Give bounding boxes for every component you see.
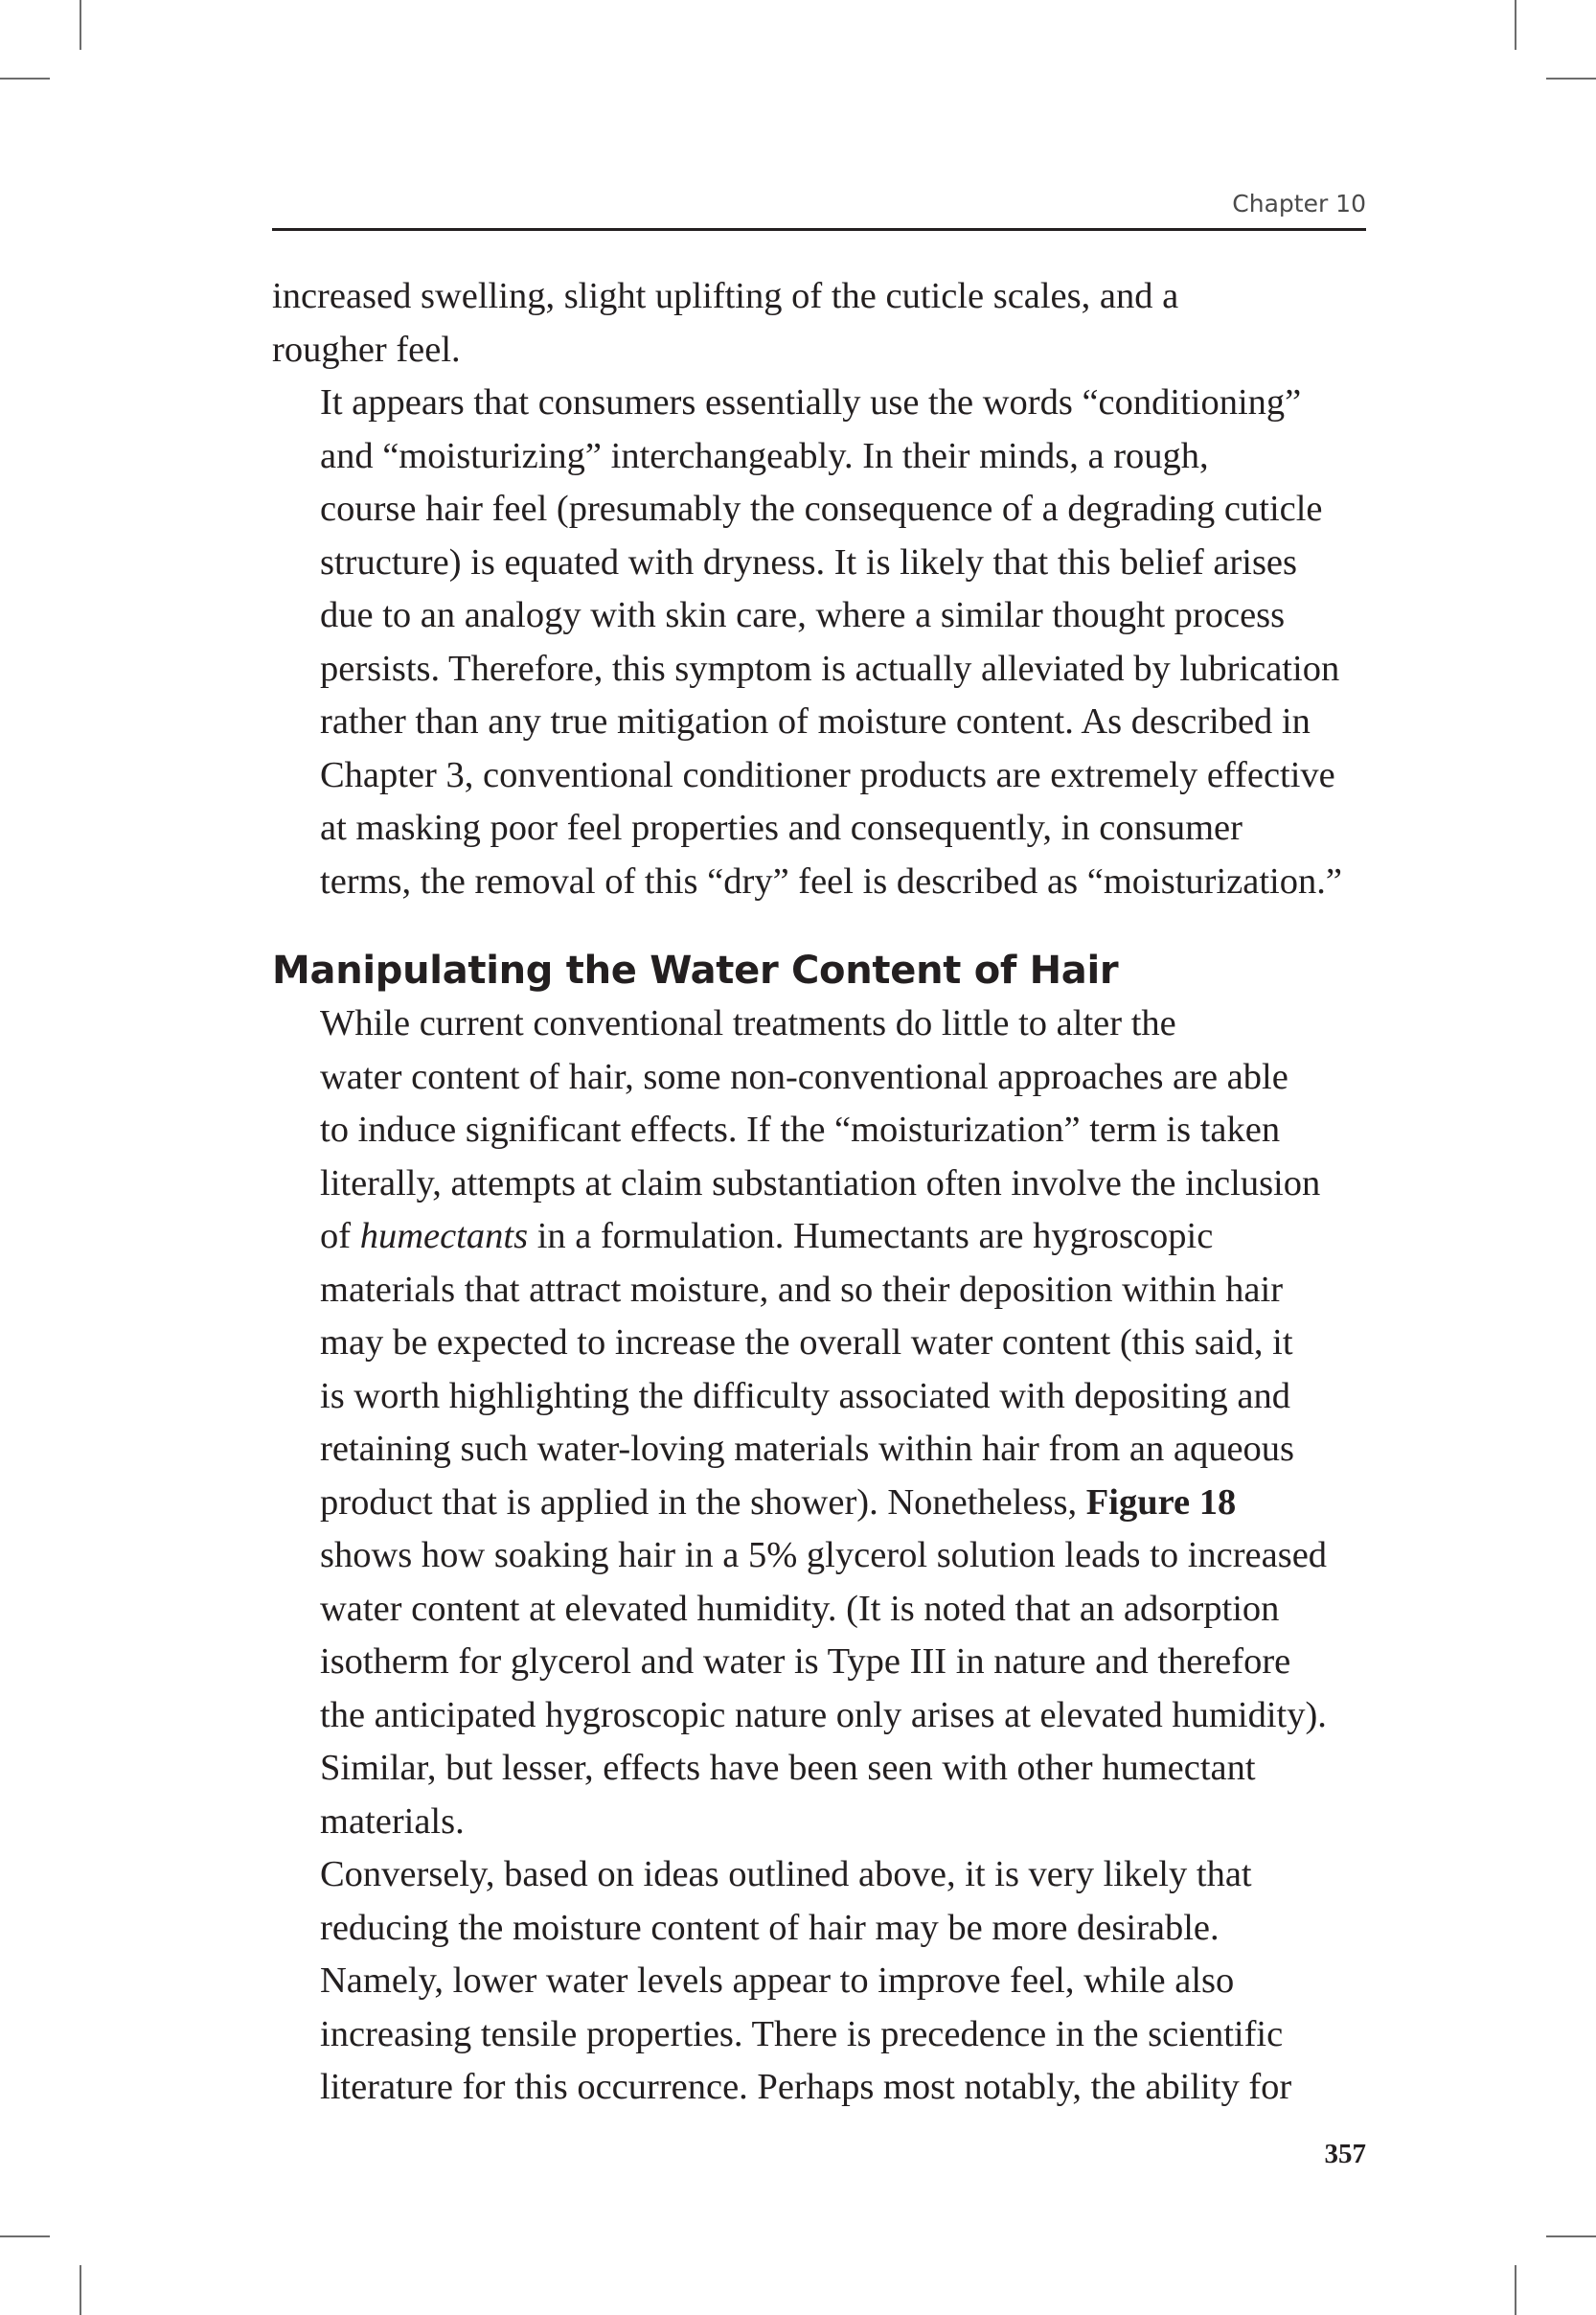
text-line: and “moisturizing” interchangeably. In their minds, a rough,: [320, 435, 1209, 476]
crop-mark-bottom-right-vertical: [1515, 2265, 1516, 2315]
text-line: Chapter 3, conventional conditioner products are extremely effective: [320, 754, 1335, 795]
text-line: literature for this occurrence. Perhaps most notably, the ability for: [320, 2067, 1292, 2107]
paragraph-conversely: [272, 1848, 1366, 2115]
text-line: Namely, lower water levels appear to improve feel, while also: [320, 1960, 1235, 2001]
text-line: While current conventional treatments do little to alter the: [320, 1003, 1176, 1043]
crop-mark-top-left-horizontal: [0, 78, 50, 80]
page-body: [272, 270, 1366, 2115]
text-line: retaining such water-loving materials within hair from an aqueous: [320, 1429, 1295, 1469]
paragraph-continued: [272, 270, 1366, 377]
paragraph-humectants: [272, 997, 1366, 1848]
text-run: of: [320, 1216, 360, 1256]
header-rule: [272, 228, 1366, 231]
page-number: 357: [1324, 2139, 1366, 2169]
text-line: to induce significant effects. If the “moisturization” term is taken: [320, 1110, 1281, 1150]
text-line: due to an analogy with skin care, where a similar thought process: [320, 595, 1286, 635]
text-line: [272, 1477, 1366, 1530]
text-run: in a formulation. Humectants are hygroscopic: [528, 1216, 1214, 1256]
text-line: is worth highlighting the difficulty associated with depositing and: [320, 1375, 1290, 1416]
text-line: It appears that consumers essentially use the words “conditioning”: [320, 382, 1302, 423]
text-line: the anticipated hygroscopic nature only arises at elevated humidity).: [320, 1694, 1327, 1735]
crop-mark-bottom-left-vertical: [80, 2265, 81, 2315]
text-line: Similar, but lesser, effects have been seen with other humectant: [320, 1748, 1256, 1788]
text-line: isotherm for glycerol and water is Type III in nature and therefore: [320, 1641, 1291, 1682]
crop-mark-top-right-vertical: [1515, 0, 1516, 50]
crop-mark-top-right-horizontal: [1546, 78, 1596, 80]
figure-reference: Figure 18: [1085, 1481, 1237, 1523]
text-line: water content at elevated humidity. (It is noted that an adsorption: [320, 1588, 1280, 1629]
text-line: [272, 1210, 1366, 1264]
text-line: at masking poor feel properties and consequently, in consumer: [320, 808, 1243, 848]
text-line: shows how soaking hair in a 5% glycerol solution leads to increased: [320, 1535, 1328, 1575]
text-line: water content of hair, some non-conventional approaches are able: [320, 1056, 1288, 1097]
running-header: Chapter 10: [1232, 190, 1366, 218]
text-run: product that is applied in the shower). Nonetheless,: [320, 1481, 1086, 1523]
text-line: structure) is equated with dryness. It is likely that this belief arises: [320, 541, 1298, 583]
text-line: course hair feel (presumably the consequence of a degrading cuticle: [320, 489, 1323, 529]
text-line: materials.: [320, 1800, 465, 1842]
text-line: terms, the removal of this “dry” feel is described as “moisturization.”: [320, 860, 1342, 902]
crop-mark-top-left-vertical: [80, 0, 81, 50]
text-line: rougher feel.: [272, 329, 461, 370]
text-line: reducing the moisture content of hair may be more desirable.: [320, 1907, 1220, 1948]
text-line: persists. Therefore, this symptom is actually alleviated by lubrication: [320, 648, 1340, 689]
crop-mark-bottom-right-horizontal: [1546, 2235, 1596, 2237]
crop-mark-bottom-left-horizontal: [0, 2235, 50, 2237]
text-line: rather than any true mitigation of moisture content. As described in: [320, 701, 1311, 742]
text-line: increasing tensile properties. There is precedence in the scientific: [320, 2013, 1284, 2054]
text-line: Conversely, based on ideas outlined above, it is very likely that: [320, 1854, 1252, 1894]
text-line: may be expected to increase the overall water content (this said, it: [320, 1322, 1293, 1363]
italic-term-humectants: humectants: [359, 1216, 529, 1256]
text-line: materials that attract moisture, and so their deposition within hair: [320, 1269, 1284, 1310]
text-line: literally, attempts at claim substantiation often involve the inclusion: [320, 1162, 1321, 1203]
paragraph-consumers: [272, 377, 1366, 908]
text-line: increased swelling, slight uplifting of the cuticle scales, and a: [272, 276, 1179, 316]
section-heading: Manipulating the Water Content of Hair: [272, 949, 1119, 993]
